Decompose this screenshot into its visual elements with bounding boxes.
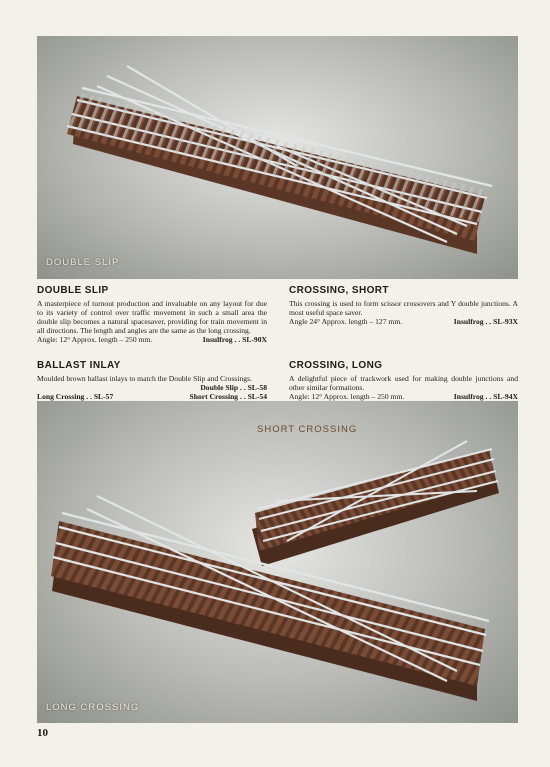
long-crossing-caption: LONG CROSSING (46, 702, 140, 713)
crossing-long-spec-row (289, 392, 518, 401)
crossing-short-description: This crossing is used to form scissor crossovers and Y double junctions. A most useful space saver. (289, 299, 518, 317)
crossing-short-code: Insulfrog . . SL-93X (453, 317, 518, 326)
crossing-short-spec-row (289, 317, 518, 326)
double-slip-spec-row (37, 335, 267, 344)
ballast-item-short-crossing: Short Crossing . . SL-54 (189, 392, 267, 401)
crossing-long-description: A delightful piece of trackwork used for making double junctions and other similar formations. (289, 374, 518, 392)
ballast-inlay-section (37, 360, 267, 401)
ballast-inlay-description: Moulded brown ballast inlays to match the Double Slip and Crossings. (37, 374, 252, 383)
double-slip-illustration (37, 36, 518, 279)
double-slip-photo (37, 36, 518, 279)
crossing-short-section (289, 285, 518, 326)
crossings-illustration (37, 401, 518, 723)
double-slip-spec: Angle: 12° Approx. length – 250 mm. (37, 335, 153, 344)
double-slip-caption: DOUBLE SLIP (46, 257, 120, 268)
crossing-long-section (289, 360, 518, 401)
short-crossing-caption: SHORT CROSSING (257, 424, 358, 435)
crossing-short-title: CROSSING, SHORT (289, 285, 389, 296)
double-slip-title: DOUBLE SLIP (37, 285, 109, 296)
ballast-item-double-slip: Double Slip . . SL-58 (200, 383, 267, 392)
crossing-long-spec: Angle: 12° Approx. length – 250 mm. (289, 392, 405, 401)
crossing-long-code: Insulfrog . . SL-94X (453, 392, 518, 401)
ballast-inlay-title: BALLAST INLAY (37, 360, 121, 371)
crossing-short-spec: Angle 24° Approx. length – 127 mm. (289, 317, 403, 326)
page-number: 10 (37, 727, 48, 739)
double-slip-code: Insulfrog . . SL-90X (202, 335, 267, 344)
ballast-items-row (37, 392, 267, 401)
crossing-long-title: CROSSING, LONG (289, 360, 383, 371)
double-slip-section (37, 285, 267, 344)
double-slip-description: A masterpiece of turnout production and invaluable on any layout for due to its variety of control over traffic movement in such a small area the double slip becomes a natural spacesaver, providing for train movement in all directions. The length and angles are the same as the long crossing. (37, 299, 267, 335)
crossings-photo (37, 401, 518, 723)
ballast-item-long-crossing: Long Crossing . . SL-57 (37, 392, 114, 401)
